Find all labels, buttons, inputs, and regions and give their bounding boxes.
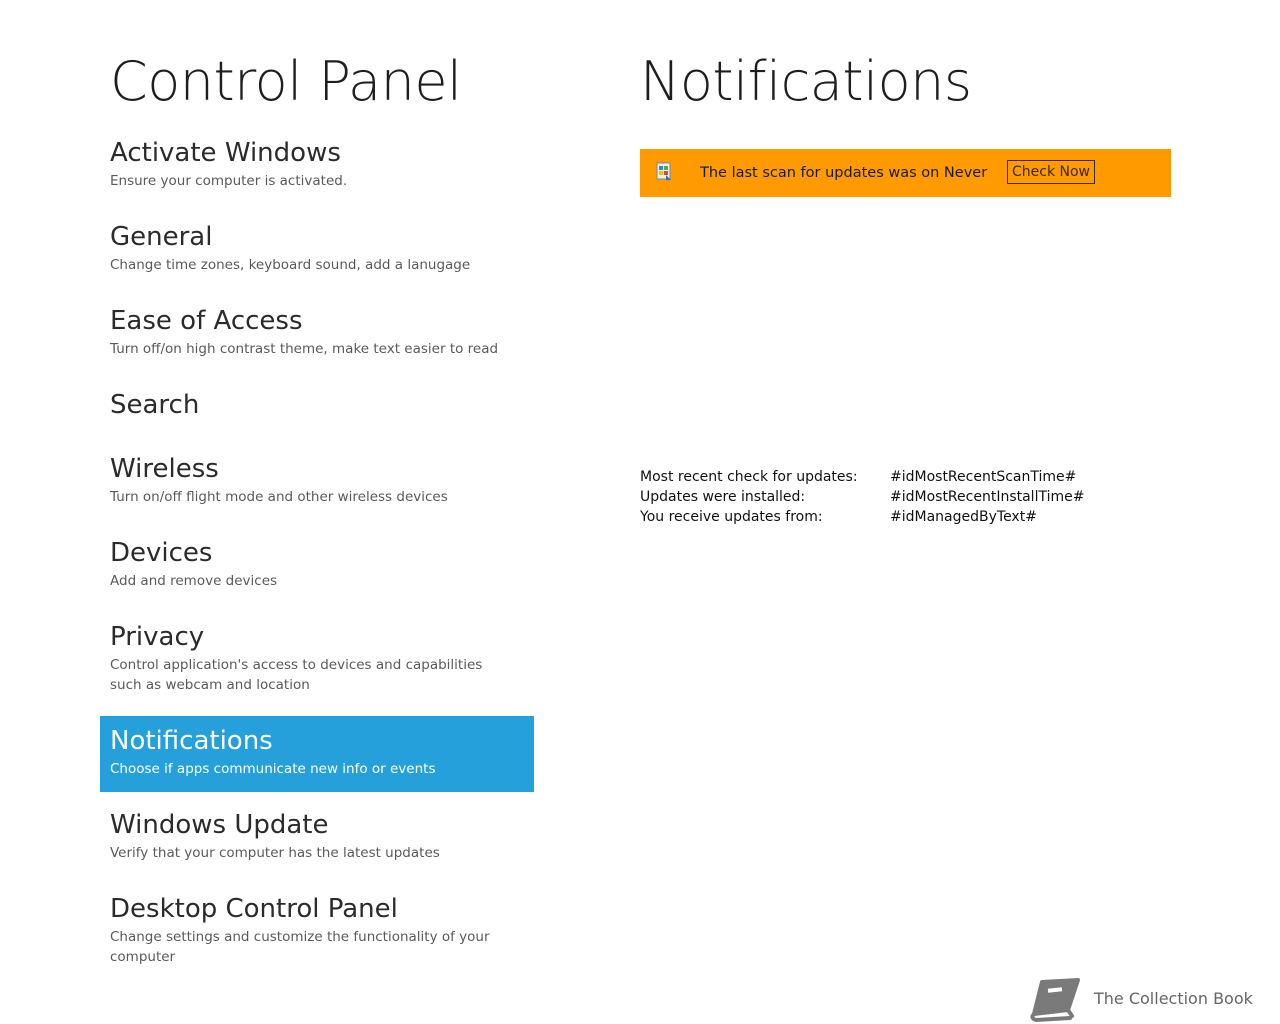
menu-item-description: Control application's access to devices and capabilities such as webcam and location bbox=[110, 657, 483, 693]
menu-item-label: Ease of Access bbox=[110, 306, 303, 336]
menu-item-label: Search bbox=[110, 390, 200, 420]
book-icon bbox=[1028, 976, 1082, 1022]
menu-item-description: Verify that your computer has the latest updates bbox=[110, 845, 440, 861]
info-value: #idMostRecentInstallTime# bbox=[890, 489, 1085, 505]
menu-item-description: Change time zones, keyboard sound, add a lanugage bbox=[110, 257, 471, 273]
info-value: #idMostRecentScanTime# bbox=[890, 469, 1077, 485]
menu-item-general[interactable] bbox=[100, 220, 534, 290]
info-label: You receive updates from: bbox=[640, 509, 823, 525]
menu-item-ease-of-access[interactable] bbox=[100, 304, 534, 374]
watermark bbox=[1028, 976, 1268, 1022]
menu-item-privacy[interactable] bbox=[100, 620, 534, 710]
watermark-text: The Collection Book bbox=[1094, 989, 1253, 1008]
menu-item-label: Notifications bbox=[110, 726, 273, 756]
info-label: Updates were installed: bbox=[640, 489, 806, 505]
menu-item-description: Ensure your computer is activated. bbox=[110, 173, 348, 189]
info-row bbox=[640, 487, 1171, 507]
menu-item-desktop-control-panel[interactable] bbox=[100, 892, 534, 965]
menu-item-devices[interactable] bbox=[100, 536, 534, 606]
info-row bbox=[640, 467, 1171, 487]
menu-item-description: Change settings and customize the functionality of your computer bbox=[110, 929, 490, 965]
menu-item-description: Choose if apps communicate new info or events bbox=[110, 761, 436, 777]
menu-item-wireless[interactable] bbox=[100, 452, 534, 522]
control-panel-title: Control Panel bbox=[110, 50, 462, 113]
notifications-title: Notifications bbox=[640, 50, 972, 113]
menu-item-label: Wireless bbox=[110, 454, 219, 484]
menu-item-notifications[interactable] bbox=[100, 716, 534, 792]
menu-item-search[interactable] bbox=[100, 388, 534, 438]
info-value: #idManagedByText# bbox=[890, 509, 1037, 525]
menu-item-description: Add and remove devices bbox=[110, 573, 278, 589]
menu-item-windows-update[interactable] bbox=[100, 808, 534, 878]
menu-item-description: Turn off/on high contrast theme, make text easier to read bbox=[110, 341, 499, 357]
banner-message: The last scan for updates was on Never bbox=[700, 165, 988, 181]
menu-item-label: Devices bbox=[110, 538, 213, 568]
info-label: Most recent check for updates: bbox=[640, 469, 858, 485]
menu-item-label: Privacy bbox=[110, 622, 205, 652]
info-row bbox=[640, 507, 1171, 527]
update-scan-banner bbox=[640, 149, 1171, 197]
check-now-button[interactable]: Check Now bbox=[1007, 160, 1095, 184]
menu-item-label: Desktop Control Panel bbox=[110, 894, 398, 924]
windows-update-icon bbox=[656, 162, 672, 182]
menu-item-label: Windows Update bbox=[110, 810, 329, 840]
menu-item-activate-windows[interactable] bbox=[100, 136, 534, 206]
menu-item-label: Activate Windows bbox=[110, 138, 341, 168]
menu-item-description: Turn on/off flight mode and other wireless devices bbox=[110, 489, 448, 505]
menu-item-label: General bbox=[110, 222, 213, 252]
update-info-table bbox=[640, 467, 1171, 527]
